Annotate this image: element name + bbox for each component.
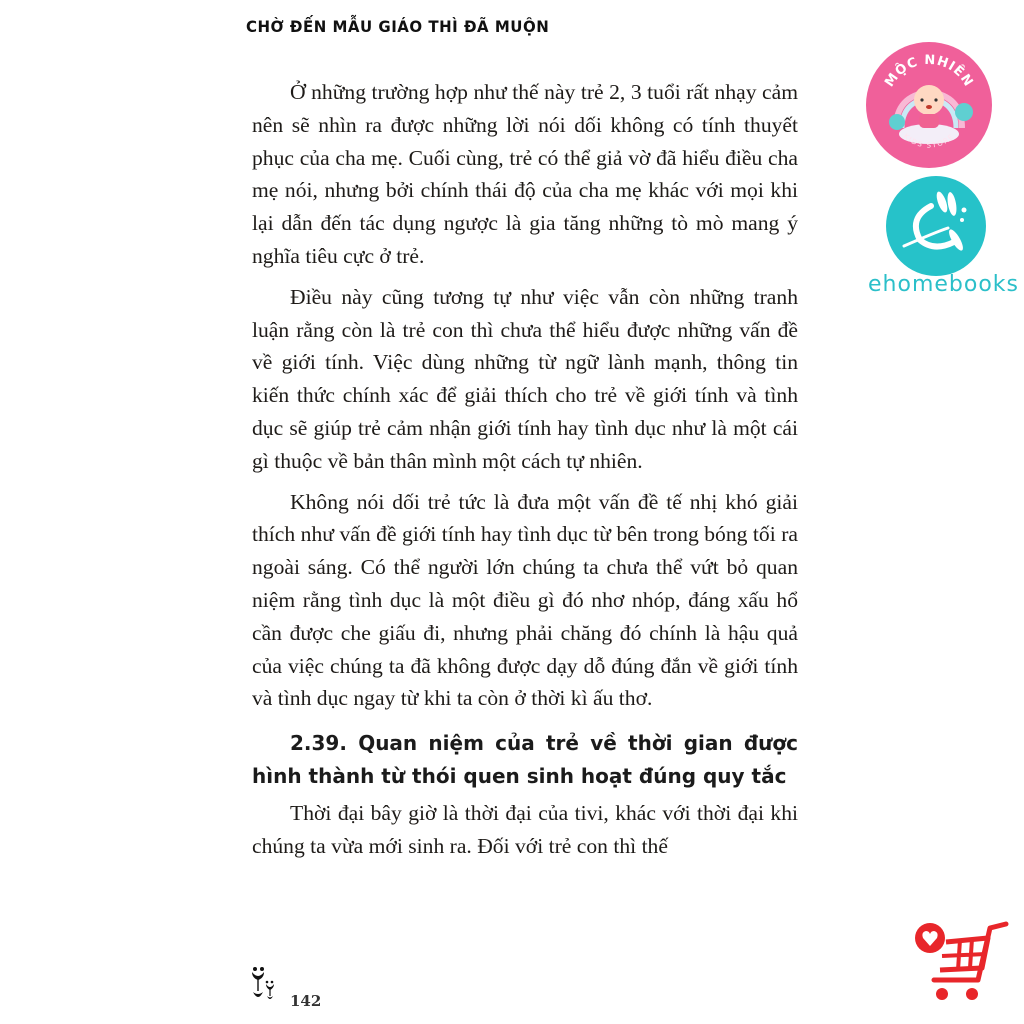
paragraph-1: Ở những trường hợp như thế này trẻ 2, 3 tuổi rất nhạy cảm nên sẽ nhìn ra được những lời nói dối không có tính thuyết phục của cha mẹ. Cuối cùng, trẻ có thể giả vờ đã hiểu điều cha mẹ nói, nhưng bởi chính thái độ của cha mẹ khác với mọi khi lại dẫn đến tác dụng ngược là gia tăng những tò mò mang ý nghĩa tiêu cực ở trẻ.	[252, 80, 798, 268]
section-heading: 2.39. Quan niệm của trẻ về thời gian được hình thành từ thói quen sinh hoạt đúng quy tắc	[252, 731, 798, 789]
page-body	[252, 76, 798, 871]
paragraph-2: Điều này cũng tương tự như việc vẫn còn những tranh luận rằng còn là trẻ con thì chưa thể hiểu được những vấn đề về giới tính. Việc dùng những từ ngữ lành mạnh, thông tin kiến thức chính xác để giải thích cho trẻ về giới tính và tình dục sẽ giúp trẻ cảm nhận giới tính hay tình dục như là một cái gì thuộc về bản thân mình một cách tự nhiên.	[252, 284, 798, 473]
page-number: 142	[290, 992, 322, 1010]
running-header: CHỜ ĐẾN MẪU GIÁO THÌ ĐÃ MUỘN	[246, 17, 550, 37]
page-footer	[250, 966, 321, 1010]
shopping-cart-heart-icon	[902, 910, 1022, 1010]
ehomebooks-logo	[886, 176, 986, 276]
svg-text:KIDS STORE: KIDS STORE	[901, 132, 957, 150]
flower-ornament-icon	[250, 966, 276, 1010]
ehomebooks-wordmark: ehomebooks	[868, 272, 1019, 297]
section-paragraph: Thời đại bây giờ là thời đại của tivi, khác với thời đại khi chúng ta vừa mới sinh ra. Đối với trẻ con thì thế	[252, 801, 798, 858]
svg-text:MỘC NHIÊN: MỘC NHIÊN	[882, 52, 976, 90]
paragraph-3: Không nói dối trẻ tức là đưa một vấn đề tế nhị khó giải thích như vấn đề giới tính hay tình dục từ bên trong bóng tối ra ngoài sáng. Có thể người lớn chúng ta chưa thể vứt bỏ quan niệm rằng tình dục là một điều gì đó nhơ nhóp, đáng xấu hổ cần được che giấu đi, nhưng phải chăng đó chính là hậu quả của việc chúng ta đã không được dạy dỗ đúng đắn về giới tính và tình dục ngay từ khi ta còn ở thời kì ấu thơ.	[252, 489, 798, 711]
moc-nhien-logo	[866, 42, 992, 168]
